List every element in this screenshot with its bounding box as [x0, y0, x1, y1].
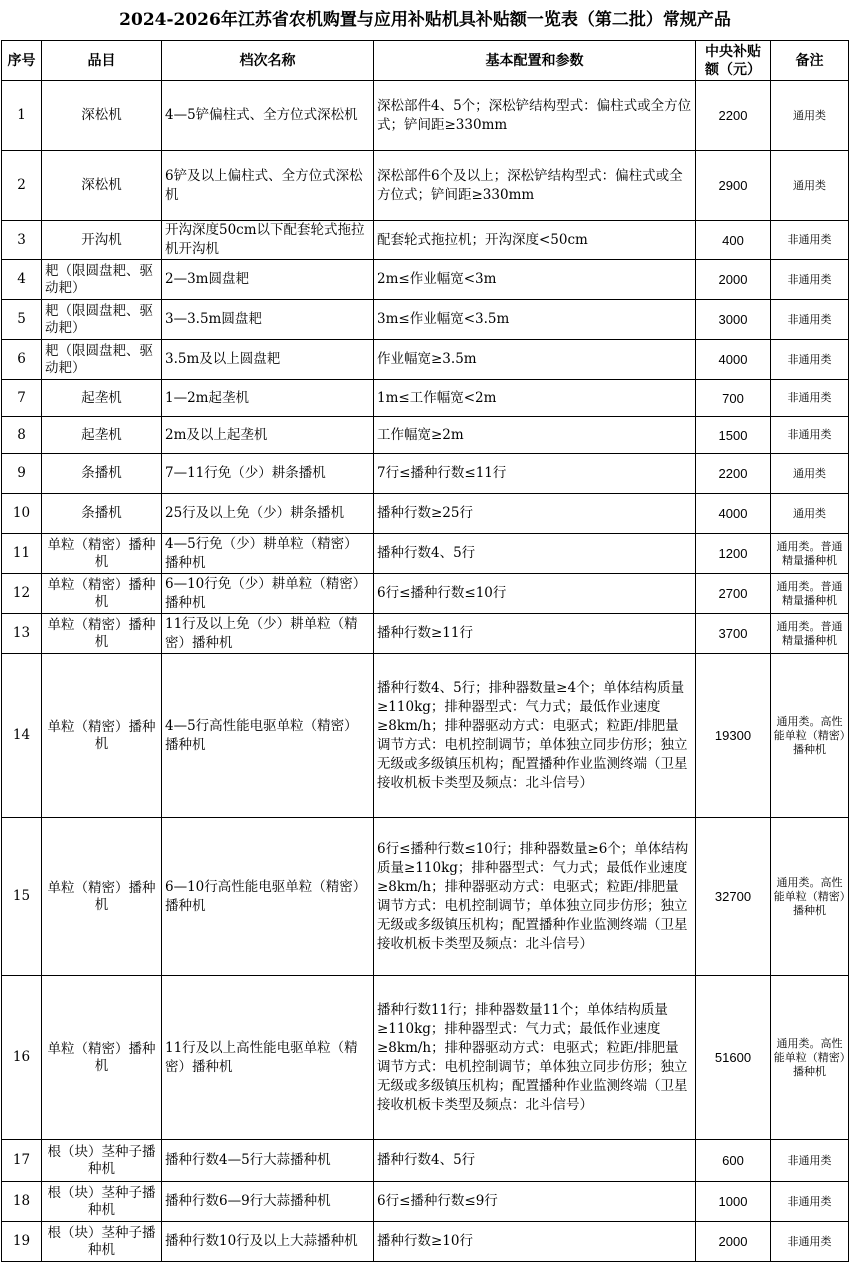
- cell-config: 播种行数4、5行: [374, 1140, 696, 1182]
- cell-config: 播种行数≥11行: [374, 614, 696, 654]
- table-row: [2, 976, 849, 1140]
- cell-category: 开沟机: [42, 221, 162, 260]
- cell-category: 单粒（精密）播种机: [42, 574, 162, 614]
- cell-config: 7行≤播种行数≤11行: [374, 454, 696, 494]
- cell-subsidy: 1000: [696, 1182, 771, 1222]
- table-row: [2, 221, 849, 260]
- cell-seq: 5: [2, 300, 42, 340]
- cell-note: 非通用类: [771, 417, 849, 454]
- cell-config: 深松部件6个及以上；深松铲结构型式：偏柱式或全方位式；铲间距≥330mm: [374, 151, 696, 221]
- cell-grade: 播种行数6—9行大蒜播种机: [162, 1182, 374, 1222]
- cell-category: 根（块）茎种子播种机: [42, 1140, 162, 1182]
- cell-category: 根（块）茎种子播种机: [42, 1182, 162, 1222]
- cell-config: 播种行数≥10行: [374, 1222, 696, 1262]
- cell-grade: 6铲及以上偏柱式、全方位式深松机: [162, 151, 374, 221]
- cell-note: 非通用类: [771, 260, 849, 300]
- cell-note: 非通用类: [771, 221, 849, 260]
- cell-note: 通用类。普通精量播种机: [771, 614, 849, 654]
- cell-category: 起垄机: [42, 380, 162, 417]
- cell-category: 耙（限圆盘耙、驱动耙）: [42, 260, 162, 300]
- cell-grade: 6—10行免（少）耕单粒（精密）播种机: [162, 574, 374, 614]
- cell-note: 非通用类: [771, 1140, 849, 1182]
- table-row: [2, 260, 849, 300]
- cell-seq: 9: [2, 454, 42, 494]
- cell-subsidy: 2900: [696, 151, 771, 221]
- table-row: [2, 818, 849, 976]
- cell-category: 条播机: [42, 454, 162, 494]
- cell-seq: 17: [2, 1140, 42, 1182]
- table-row: [2, 574, 849, 614]
- cell-seq: 18: [2, 1182, 42, 1222]
- cell-grade: 3.5m及以上圆盘耙: [162, 340, 374, 380]
- cell-note: 非通用类: [771, 1222, 849, 1262]
- cell-note: 通用类。高性能单粒（精密）播种机: [771, 976, 849, 1140]
- cell-grade: 2m及以上起垄机: [162, 417, 374, 454]
- table-row: [2, 1182, 849, 1222]
- cell-subsidy: 2700: [696, 574, 771, 614]
- cell-seq: 15: [2, 818, 42, 976]
- table-row: [2, 380, 849, 417]
- cell-note: 通用类: [771, 81, 849, 151]
- cell-grade: 2—3m圆盘耙: [162, 260, 374, 300]
- header-config: 基本配置和参数: [374, 41, 696, 81]
- cell-subsidy: 51600: [696, 976, 771, 1140]
- cell-grade: 3—3.5m圆盘耙: [162, 300, 374, 340]
- cell-grade: 播种行数10行及以上大蒜播种机: [162, 1222, 374, 1262]
- cell-grade: 开沟深度50cm以下配套轮式拖拉机开沟机: [162, 221, 374, 260]
- cell-seq: 10: [2, 494, 42, 534]
- cell-grade: 4—5行免（少）耕单粒（精密）播种机: [162, 534, 374, 574]
- cell-grade: 25行及以上免（少）耕条播机: [162, 494, 374, 534]
- cell-seq: 1: [2, 81, 42, 151]
- table-row: [2, 81, 849, 151]
- cell-config: 6行≤播种行数≤10行；排种器数量≥6个；单体结构质量≥110kg；排种器型式：气力式；最低作业速度≥8km/h；排种器驱动方式：电驱式；粒距/排肥量调节方式：电机控制调节；单体独立同步仿形；独立无级或多级镇压机构；配置播种作业监测终端（卫星接收机板卡类型及频点：北斗信号）: [374, 818, 696, 976]
- cell-seq: 7: [2, 380, 42, 417]
- cell-category: 单粒（精密）播种机: [42, 818, 162, 976]
- cell-subsidy: 2000: [696, 1222, 771, 1262]
- cell-category: 单粒（精密）播种机: [42, 976, 162, 1140]
- cell-category: 起垄机: [42, 417, 162, 454]
- cell-category: 耙（限圆盘耙、驱动耙）: [42, 300, 162, 340]
- header-category: 品目: [42, 41, 162, 81]
- table-row: [2, 300, 849, 340]
- cell-category: 深松机: [42, 81, 162, 151]
- cell-seq: 8: [2, 417, 42, 454]
- cell-subsidy: 3000: [696, 300, 771, 340]
- cell-grade: 播种行数4—5行大蒜播种机: [162, 1140, 374, 1182]
- cell-category: 单粒（精密）播种机: [42, 534, 162, 574]
- cell-category: 单粒（精密）播种机: [42, 614, 162, 654]
- table-row: [2, 1140, 849, 1182]
- cell-subsidy: 2000: [696, 260, 771, 300]
- cell-config: 播种行数4、5行: [374, 534, 696, 574]
- table-row: [2, 151, 849, 221]
- table-row: [2, 340, 849, 380]
- cell-note: 非通用类: [771, 1182, 849, 1222]
- cell-grade: 6—10行高性能电驱单粒（精密）播种机: [162, 818, 374, 976]
- cell-config: 播种行数11行；排种器数量11个；单体结构质量≥110kg；排种器型式：气力式；最低作业速度≥8km/h；排种器驱动方式：电驱式；粒距/排肥量调节方式：电机控制调节；单体独立同步仿形；独立无级或多级镇压机构；配置播种作业监测终端（卫星接收机板卡类型及频点：北斗信号）: [374, 976, 696, 1140]
- cell-note: 非通用类: [771, 300, 849, 340]
- cell-subsidy: 700: [696, 380, 771, 417]
- table-row: [2, 654, 849, 818]
- cell-seq: 13: [2, 614, 42, 654]
- cell-grade: 4—5铲偏柱式、全方位式深松机: [162, 81, 374, 151]
- cell-seq: 4: [2, 260, 42, 300]
- cell-note: 通用类。普通精量播种机: [771, 574, 849, 614]
- cell-category: 耙（限圆盘耙、驱动耙）: [42, 340, 162, 380]
- cell-config: 作业幅宽≥3.5m: [374, 340, 696, 380]
- cell-category: 深松机: [42, 151, 162, 221]
- cell-note: 通用类: [771, 454, 849, 494]
- cell-subsidy: 3700: [696, 614, 771, 654]
- cell-grade: 11行及以上免（少）耕单粒（精密）播种机: [162, 614, 374, 654]
- header-row: [2, 41, 849, 81]
- cell-seq: 14: [2, 654, 42, 818]
- cell-subsidy: 2200: [696, 81, 771, 151]
- cell-subsidy: 4000: [696, 494, 771, 534]
- header-grade: 档次名称: [162, 41, 374, 81]
- cell-note: 通用类。普通精量播种机: [771, 534, 849, 574]
- cell-subsidy: 32700: [696, 818, 771, 976]
- cell-seq: 6: [2, 340, 42, 380]
- cell-config: 6行≤播种行数≤9行: [374, 1182, 696, 1222]
- cell-note: 通用类。高性能单粒（精密）播种机: [771, 654, 849, 818]
- cell-category: 单粒（精密）播种机: [42, 654, 162, 818]
- header-seq: 序号: [2, 41, 42, 81]
- cell-seq: 12: [2, 574, 42, 614]
- cell-seq: 3: [2, 221, 42, 260]
- cell-seq: 16: [2, 976, 42, 1140]
- cell-seq: 2: [2, 151, 42, 221]
- table-row: [2, 614, 849, 654]
- table-row: [2, 534, 849, 574]
- cell-seq: 11: [2, 534, 42, 574]
- cell-subsidy: 600: [696, 1140, 771, 1182]
- cell-grade: 7—11行免（少）耕条播机: [162, 454, 374, 494]
- cell-subsidy: 400: [696, 221, 771, 260]
- table-row: [2, 494, 849, 534]
- page-title: 2024-2026年江苏省农机购置与应用补贴机具补贴额一览表（第二批）常规产品: [119, 10, 731, 30]
- cell-note: 通用类。高性能单粒（精密）播种机: [771, 818, 849, 976]
- subsidy-table: [1, 40, 849, 1262]
- header-subsidy: 中央补贴额（元）: [696, 41, 771, 81]
- cell-category: 条播机: [42, 494, 162, 534]
- cell-config: 3m≤作业幅宽<3.5m: [374, 300, 696, 340]
- table-row: [2, 1222, 849, 1262]
- cell-grade: 4—5行高性能电驱单粒（精密）播种机: [162, 654, 374, 818]
- cell-config: 2m≤作业幅宽<3m: [374, 260, 696, 300]
- header-note: 备注: [771, 41, 849, 81]
- cell-config: 配套轮式拖拉机；开沟深度<50cm: [374, 221, 696, 260]
- cell-config: 工作幅宽≥2m: [374, 417, 696, 454]
- cell-note: 非通用类: [771, 380, 849, 417]
- cell-grade: 11行及以上高性能电驱单粒（精密）播种机: [162, 976, 374, 1140]
- cell-subsidy: 2200: [696, 454, 771, 494]
- cell-config: 1m≤工作幅宽<2m: [374, 380, 696, 417]
- cell-config: 6行≤播种行数≤10行: [374, 574, 696, 614]
- cell-subsidy: 1500: [696, 417, 771, 454]
- table-row: [2, 454, 849, 494]
- cell-config: 深松部件4、5个；深松铲结构型式：偏柱式或全方位式；铲间距≥330mm: [374, 81, 696, 151]
- cell-category: 根（块）茎种子播种机: [42, 1222, 162, 1262]
- cell-grade: 1—2m起垄机: [162, 380, 374, 417]
- cell-subsidy: 1200: [696, 534, 771, 574]
- cell-subsidy: 19300: [696, 654, 771, 818]
- cell-note: 通用类: [771, 494, 849, 534]
- cell-note: 非通用类: [771, 340, 849, 380]
- cell-note: 通用类: [771, 151, 849, 221]
- cell-subsidy: 4000: [696, 340, 771, 380]
- cell-config: 播种行数≥25行: [374, 494, 696, 534]
- cell-config: 播种行数4、5行；排种器数量≥4个；单体结构质量≥110kg；排种器型式：气力式；最低作业速度≥8km/h；排种器驱动方式：电驱式；粒距/排肥量调节方式：电机控制调节；单体独立同步仿形；独立无级或多级镇压机构；配置播种作业监测终端（卫星接收机板卡类型及频点：北斗信号）: [374, 654, 696, 818]
- table-row: [2, 417, 849, 454]
- cell-seq: 19: [2, 1222, 42, 1262]
